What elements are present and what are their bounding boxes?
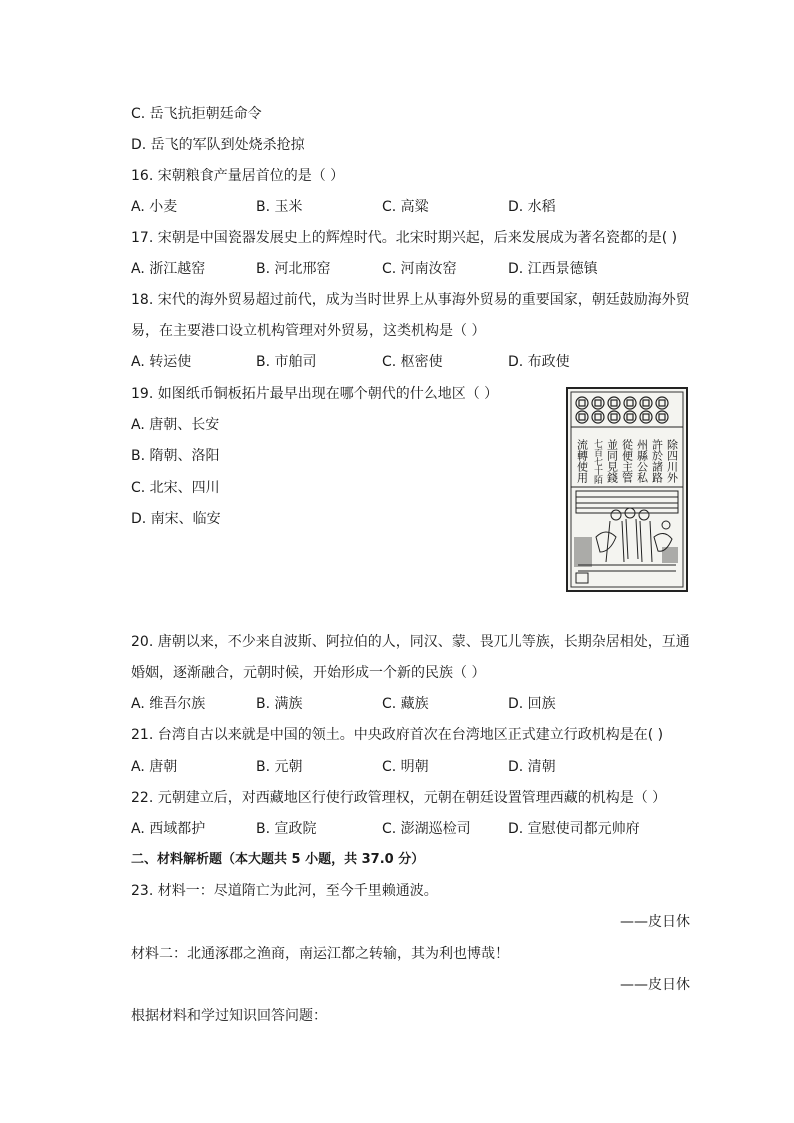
option-a: A. 西域都护 [131,821,206,837]
option-d: D. 江西景德镇 [508,261,598,277]
option-a: A. 唐朝 [131,759,178,775]
q20-stem-line1: 20. 唐朝以来，不少来自波斯、阿拉伯的人，同汉、蒙、畏兀儿等族，长期杂居相处，互通 [131,634,690,650]
section-heading: 二、材料解析题（本大题共 5 小题，共 37.0 分） [131,852,425,867]
q15-option-c: C. 岳飞抗拒朝廷命令 [131,106,262,122]
option-b: B. 满族 [256,696,303,712]
q19-stem: 19. 如图纸币铜板拓片最早出现在哪个朝代的什么地区（ ） [131,386,499,402]
q23-material1: 23. 材料一：尽道隋亡为此河，至今千里赖通波。 [131,883,438,899]
q19-option-d: D. 南宋、临安 [131,511,221,527]
q19-option-a: A. 唐朝、长安 [131,417,220,433]
option-d: D. 水稻 [508,199,556,215]
q19-option-c: C. 北宋、四川 [131,480,220,496]
option-c: C. 高粱 [382,199,429,215]
option-a: A. 小麦 [131,199,178,215]
q16-stem: 16. 宋朝粮食产量居首位的是（ ） [131,168,345,184]
option-b: B. 市舶司 [256,354,317,370]
option-b: B. 玉米 [256,199,303,215]
figure-column-6: 七百七十陌 [592,439,602,484]
q20-stem-line2: 婚姻，逐渐融合，元朝时候，开始形成一个新的民族（ ） [131,665,486,681]
q22-stem: 22. 元朝建立后，对西藏地区行使行政管理权，元朝在朝廷设置管理西藏的机构是（ ） [131,790,667,806]
option-d: D. 布政使 [508,354,570,370]
option-a: A. 浙江越窑 [131,261,206,277]
figure-column-4: 從便主管 [620,439,634,483]
option-a: A. 维吾尔族 [131,696,206,712]
option-c: C. 藏族 [382,696,429,712]
option-b: B. 河北邢窑 [256,261,331,277]
q19-option-b: B. 隋朝、洛阳 [131,448,220,464]
option-d: D. 宣慰使司都元帅府 [508,821,640,837]
option-b: B. 元朝 [256,759,303,775]
option-c: C. 明朝 [382,759,429,775]
option-a: A. 转运使 [131,354,192,370]
figure-column-7: 流轉使用 [575,439,589,483]
figure-column-5: 並同見錢 [605,439,619,483]
q15-option-d: D. 岳飞的军队到处烧杀抢掠 [131,137,305,153]
option-c: C. 澎湖巡检司 [382,821,471,837]
q23-author1: ——皮日休 [620,914,690,930]
figure-column-2: 許於諸路 [650,439,664,483]
q23-prompt: 根据材料和学过知识回答问题： [131,1008,327,1024]
q23-author2: ——皮日休 [620,977,690,993]
figure-column-3: 州縣公私 [635,439,649,483]
q21-stem: 21. 台湾自古以来就是中国的领土。中央政府首次在台湾地区正式建立行政机构是在( ) [131,727,664,743]
q18-stem-line2: 易，在主要港口设立机构管理对外贸易，这类机构是（ ） [131,323,486,339]
option-b: B. 宣政院 [256,821,317,837]
option-d: D. 回族 [508,696,556,712]
option-c: C. 枢密使 [382,354,443,370]
q17-stem: 17. 宋朝是中国瓷器发展史上的辉煌时代。北宋时期兴起，后来发展成为著名瓷都的是( ) [131,230,678,246]
figure-column-1: 除四川外 [665,439,679,483]
option-d: D. 清朝 [508,759,556,775]
q18-stem-line1: 18. 宋代的海外贸易超过前代，成为当时世界上从事海外贸易的重要国家，朝廷鼓励海外贸 [131,292,690,308]
q23-material2: 材料二：北通涿郡之渔商，南运江都之转输，其为利也博哉！ [131,946,509,962]
banknote-rubbing-image [566,387,688,592]
option-c: C. 河南汝窑 [382,261,457,277]
